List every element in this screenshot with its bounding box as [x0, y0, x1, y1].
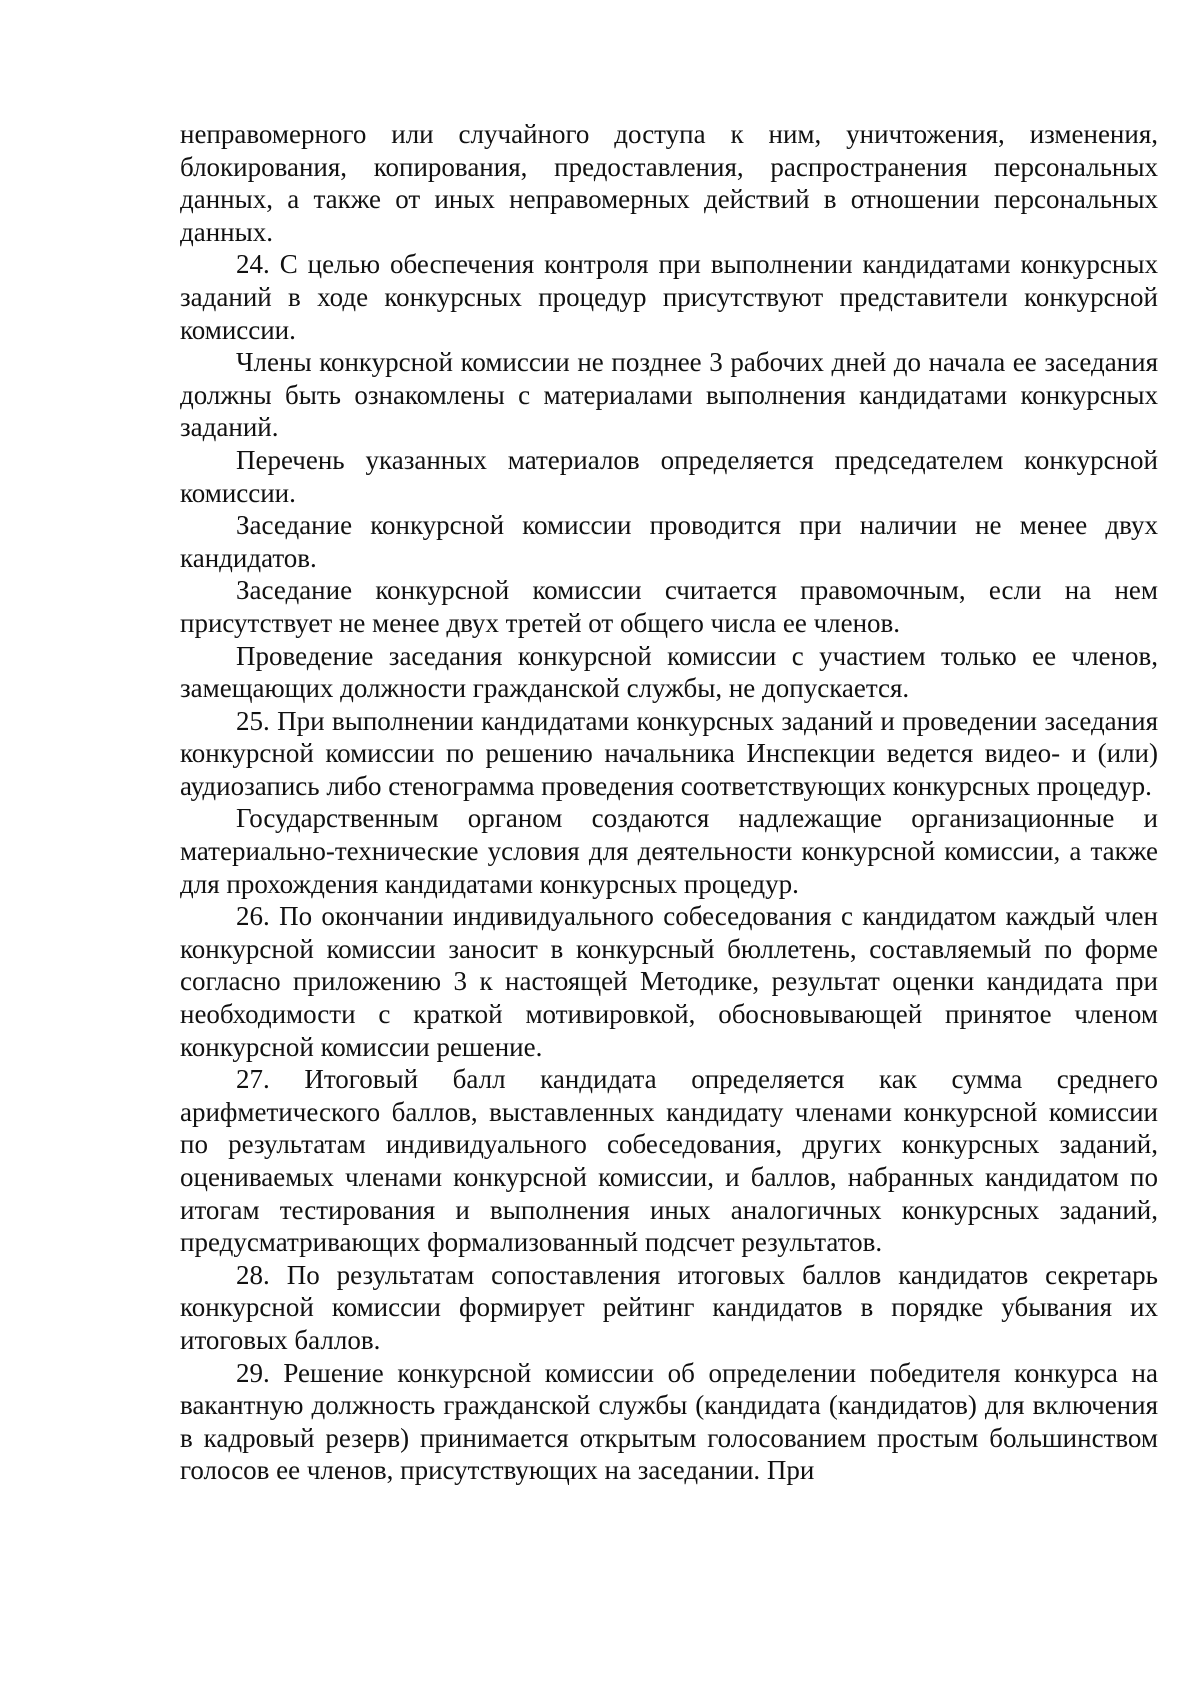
- paragraph-3: Перечень указанных материалов определяется председателем конкурсной комиссии.: [180, 444, 1158, 508]
- paragraph-7: 25. При выполнении кандидатами конкурсных заданий и проведении заседания конкурсной комиссии по решению начальника Инспекции ведется видео- и (или) аудиозапись либо стенограмма проведения соответствующих конкурсных процедур.: [180, 705, 1158, 801]
- paragraph-5: Заседание конкурсной комиссии считается правомочным, если на нем присутствует не менее двух третей от общего числа ее членов.: [180, 575, 1158, 638]
- paragraph-9: 26. По окончании индивидуального собеседования с кандидатом каждый член конкурсной комиссии заносит в конкурсный бюллетень, составляемый по форме согласно приложению 3 к настоящей Методике, результат оценки кандидата при необходимости с краткой мотивировкой, обосновывающей принятое членом конкурсной комиссии решение.: [180, 901, 1158, 1062]
- paragraph-0: неправомерного или случайного доступа к ним, уничтожения, изменения, блокирования, копирования, предоставления, распространения персональных данных, а также от иных неправомерных действий в отношении персональных данных.: [180, 119, 1158, 247]
- paragraph-4: Заседание конкурсной комиссии проводится при наличии не менее двух кандидатов.: [180, 510, 1158, 573]
- paragraph-12: 29. Решение конкурсной комиссии об определении победителя конкурса на вакантную должность гражданской службы (кандидата (кандидатов) для включения в кадровый резерв) принимается открытым голосованием простым большинством голосов ее членов, присутствующих на заседании. При: [180, 1357, 1158, 1486]
- paragraph-8: Государственным органом создаются надлежащие организационные и материально-технические условия для деятельности конкурсной комиссии, а также для прохождения кандидатами конкурсных процедур.: [180, 803, 1158, 899]
- paragraph-6: Проведение заседания конкурсной комиссии с участием только ее членов, замещающих должности гражданской службы, не допускается.: [180, 640, 1158, 704]
- paragraph-10: 27. Итоговый балл кандидата определяется как сумма среднего арифметического баллов, выставленных кандидату членами конкурсной комиссии по результатам индивидуального собеседования, других конкурсных заданий, оцениваемых членами конкурсной комиссии, и баллов, набранных кандидатом по итогам тестирования и выполнения иных аналогичных конкурсных заданий, предусматривающих формализованный подсчет результатов.: [180, 1064, 1158, 1258]
- paragraph-11: 28. По результатам сопоставления итоговых баллов кандидатов секретарь конкурсной комиссии формирует рейтинг кандидатов в порядке убывания их итоговых баллов.: [180, 1259, 1158, 1355]
- paragraph-2: Члены конкурсной комиссии не позднее 3 рабочих дней до начала ее заседания должны быть ознакомлены с материалами выполнения кандидатами конкурсных заданий.: [180, 347, 1158, 443]
- paragraph-1: 24. С целью обеспечения контроля при выполнении кандидатами конкурсных заданий в ходе конкурсных процедур присутствуют представители конкурсной комиссии.: [180, 249, 1158, 345]
- document-page: [180, 118, 1158, 1487]
